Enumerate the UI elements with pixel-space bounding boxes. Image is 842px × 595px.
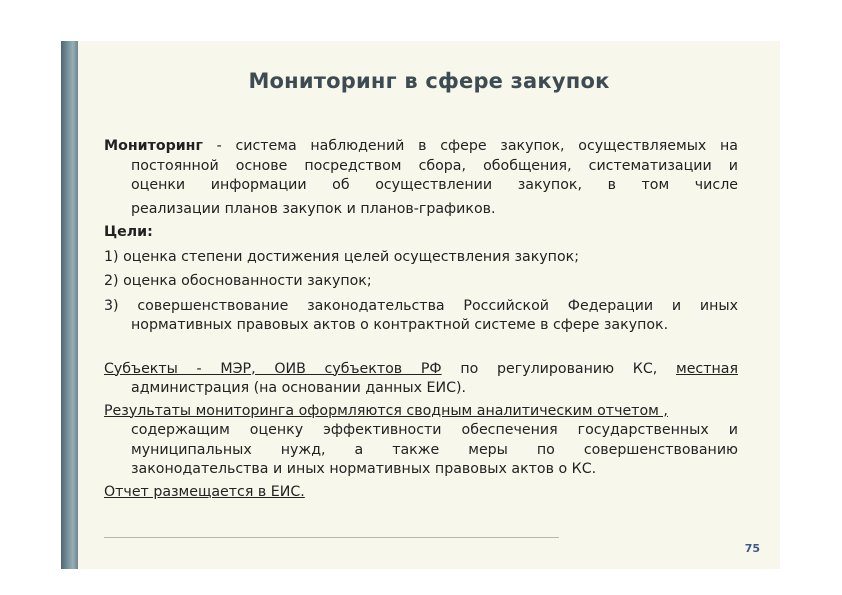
results-line-2: содержащим оценку эффективности обеспечения государственных и <box>131 422 738 438</box>
definition-line-2: постоянной основе посредством сбора, обобщения, систематизации и <box>131 157 738 174</box>
goal-item-3-line-2: нормативных правовых актов о контрактной системе в сфере закупок. <box>131 317 669 333</box>
subjects-text: по регулированию КС, <box>441 360 676 377</box>
definition-text: - система наблюдений в сфере закупок, осуществляемых на <box>202 138 738 154</box>
definition-term: Мониторинг <box>104 138 203 154</box>
slide-body <box>104 137 738 502</box>
results-line-3: муниципальных нужд, а также меры по совершенствованию <box>131 441 738 458</box>
subjects-label: Субъекты - МЭР, ОИВ субъектов РФ <box>104 360 442 377</box>
goals-heading: Цели: <box>104 224 153 240</box>
footer-divider <box>104 537 559 538</box>
definition-line-4: реализации планов закупок и планов-графиков. <box>131 200 496 217</box>
definition-line-1 <box>104 137 738 157</box>
subjects-line-1 <box>104 360 738 380</box>
results-line-4: законодательства и иных нормативных правовых актов о КС. <box>131 461 597 477</box>
subjects-line-2: администрация (на основании данных ЕИС). <box>131 380 467 396</box>
side-decor-bar <box>61 41 78 569</box>
results-line-1: Результаты мониторинга оформляются сводным аналитическим отчетом , <box>104 402 668 419</box>
goal-item-1: 1) оценка степени достижения целей осуществления закупок; <box>104 248 579 265</box>
slide-title: Мониторинг в сфере закупок <box>248 69 610 93</box>
report-line: Отчет размещается в ЕИС. <box>104 483 305 500</box>
goal-item-3-line-1: 3) совершенствование законодательства Российской Федерации и иных <box>104 297 738 314</box>
page-number: 75 <box>744 542 760 555</box>
subjects-local-admin: местная <box>676 360 739 377</box>
definition-line-3: оценки информации об осуществлении закупок, в том числе <box>131 177 738 193</box>
slide <box>61 41 780 569</box>
goal-item-2: 2) оценка обоснованности закупок; <box>104 273 372 289</box>
